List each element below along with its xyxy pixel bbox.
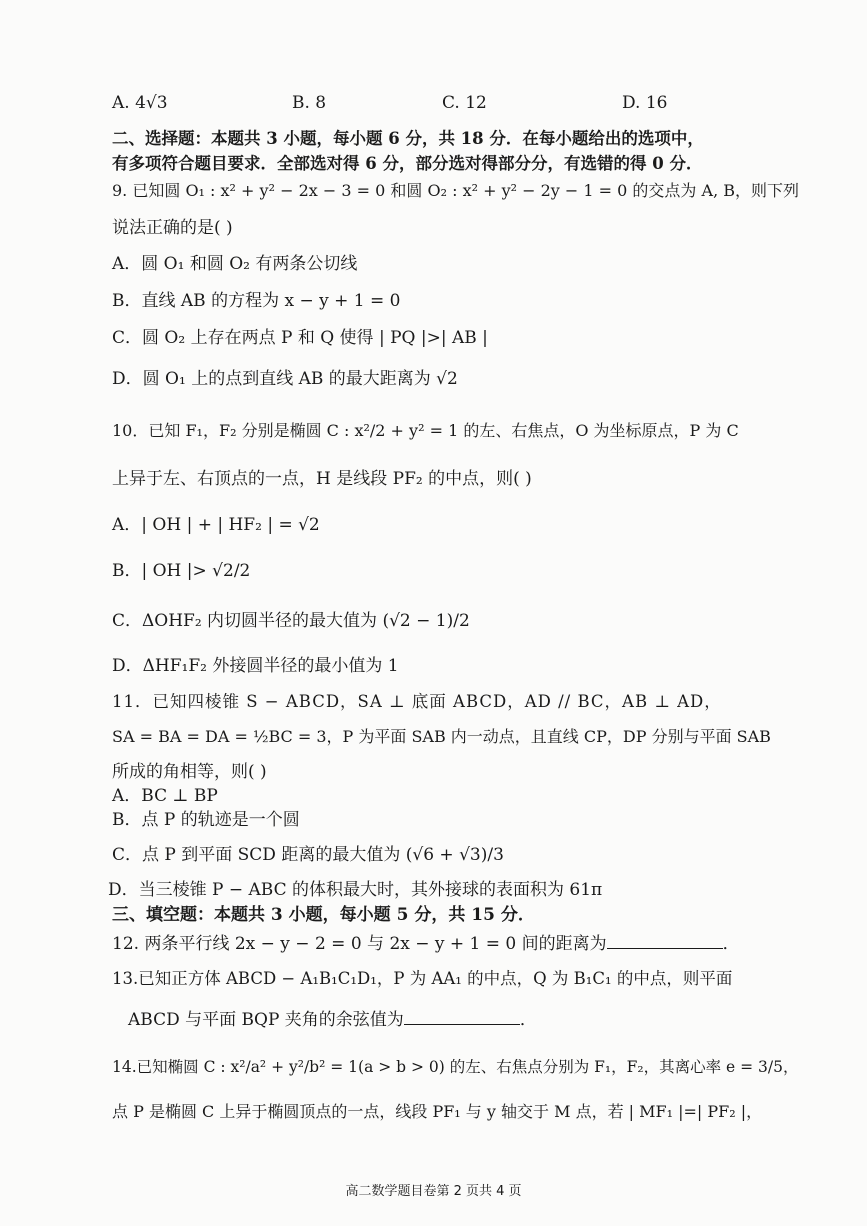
q9-option-c: C．圆 O₂ 上存在两点 P 和 Q 使得 | PQ |>| AB | xyxy=(112,328,488,348)
q9-option-a: A．圆 O₁ 和圆 O₂ 有两条公切线 xyxy=(112,254,358,274)
section2-heading-line1: 二、选择题：本题共 3 小题，每小题 6 分，共 18 分．在每小题给出的选项中， xyxy=(112,129,704,148)
q11-stem-line2: SA = BA = DA = ½BC = 3，P 为平面 SAB 内一动点，且直线 CP，DP 分别与平面 SAB xyxy=(112,727,771,746)
q12-end: ． xyxy=(722,934,740,954)
q11-stem-line1: 11．已知四棱锥 S − ABCD，SA ⊥ 底面 ABCD，AD // BC，AB ⊥ AD， xyxy=(112,692,722,711)
q14-line1: 14.已知椭圆 C : x²/a² + y²/b² = 1(a > b > 0) 的左、右焦点分别为 F₁，F₂，其离心率 e = 3/5， xyxy=(112,1058,799,1076)
q10-option-c: C．ΔOHF₂ 内切圆半径的最大值为 (√2 − 1)/2 xyxy=(112,611,470,631)
prev-option-a: A. 4√3 xyxy=(112,93,168,113)
q9-stem-line2: 说法正确的是( ) xyxy=(112,218,233,238)
q10-option-d: D．ΔHF₁F₂ 外接圆半径的最小值为 1 xyxy=(112,656,399,676)
q10-stem-line1: 10．已知 F₁，F₂ 分别是椭圆 C : x²/2 + y² = 1 的左、右焦点，O 为坐标原点，P 为 C xyxy=(112,421,739,440)
q13-line1: 13.已知正方体 ABCD − A₁B₁C₁D₁，P 为 AA₁ 的中点，Q 为 B₁C₁ 的中点，则平面 xyxy=(112,969,733,988)
q9-stem-line1: 9. 已知圆 O₁ : x² + y² − 2x − 3 = 0 和圆 O₂ : x² + y² − 2y − 1 = 0 的交点为 A, B，则下列 xyxy=(112,181,800,200)
q13-end: ． xyxy=(519,1010,537,1030)
q13-line2 xyxy=(128,1006,537,1031)
q10-stem-line2: 上异于左、右顶点的一点，H 是线段 PF₂ 的中点，则( ) xyxy=(112,469,532,489)
prev-option-b: B. 8 xyxy=(292,93,327,113)
q13-answer-blank[interactable] xyxy=(404,1006,520,1025)
q10-option-a: A．| OH | + | HF₂ | = √2 xyxy=(112,515,320,535)
q13-text: ABCD 与平面 BQP 夹角的余弦值为 xyxy=(128,1010,404,1030)
q10-option-b: B．| OH |> √2/2 xyxy=(112,561,251,581)
q12-answer-blank[interactable] xyxy=(607,930,723,949)
q12-text: 12. 两条平行线 2x − y − 2 = 0 与 2x − y + 1 = 0 间的距离为 xyxy=(112,934,607,954)
section2-heading-line2: 有多项符合题目要求．全部选对得 6 分，部分选对得部分分，有选错的得 0 分． xyxy=(112,154,703,173)
q9-option-b: B．直线 AB 的方程为 x − y + 1 = 0 xyxy=(112,291,401,311)
q14-line2: 点 P 是椭圆 C 上异于椭圆顶点的一点，线段 PF₁ 与 y 轴交于 M 点，若 | MF₁ |=| PF₂ |， xyxy=(112,1102,763,1121)
q9-option-d: D．圆 O₁ 上的点到直线 AB 的最大距离为 √2 xyxy=(112,369,458,389)
prev-option-c: C. 12 xyxy=(442,93,487,113)
q11-option-a: A．BC ⊥ BP xyxy=(112,786,218,806)
q11-option-d: D．当三棱锥 P − ABC 的体积最大时，其外接球的表面积为 61π xyxy=(108,880,603,900)
q11-option-b: B．点 P 的轨迹是一个圆 xyxy=(112,810,300,830)
page-footer: 高二数学题目卷第 2 页共 4 页 xyxy=(345,1184,522,1199)
q11-option-c: C．点 P 到平面 SCD 距离的最大值为 (√6 + √3)/3 xyxy=(112,845,504,865)
prev-option-d: D. 16 xyxy=(622,93,668,113)
q12-line xyxy=(112,930,740,955)
q11-stem-line3: 所成的角相等，则( ) xyxy=(112,762,267,782)
section3-heading: 三、填空题：本题共 3 小题，每小题 5 分，共 15 分． xyxy=(112,905,535,925)
